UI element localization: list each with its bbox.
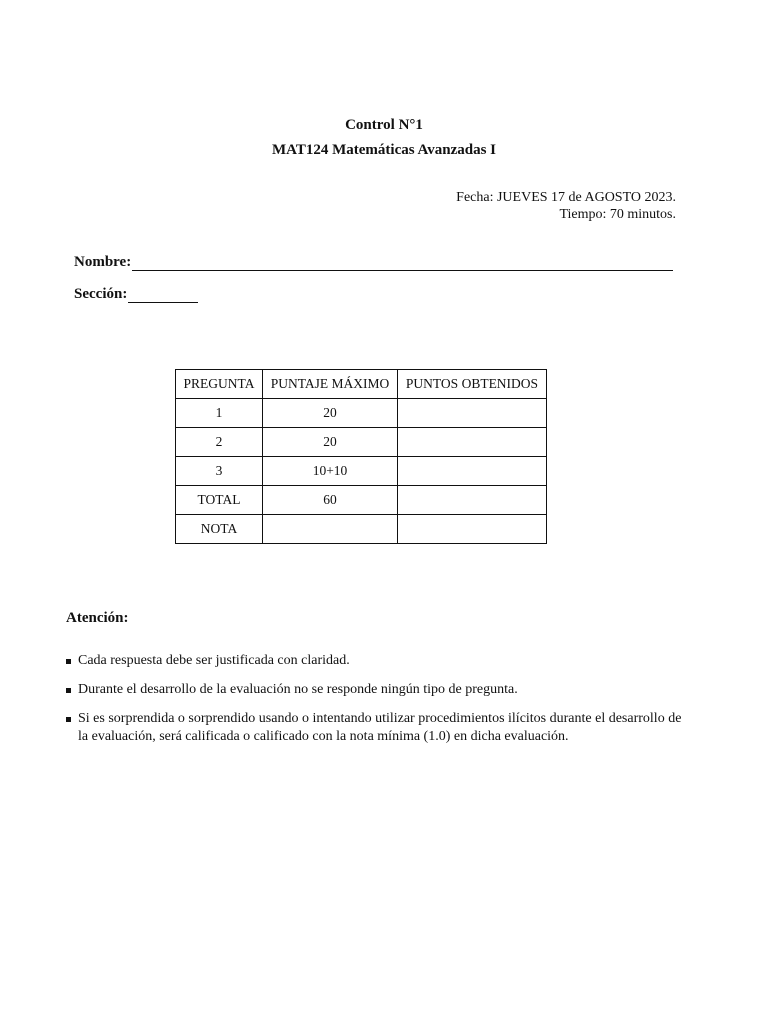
table-row — [176, 515, 547, 544]
list-item — [66, 652, 688, 670]
square-bullet-icon — [66, 659, 71, 664]
cell-points-obtained — [398, 515, 547, 544]
cell-question: 2 — [176, 428, 263, 457]
cell-question: 1 — [176, 399, 263, 428]
list-item — [66, 710, 688, 746]
list-item-text: Cada respuesta debe ser justificada con claridad. — [78, 653, 350, 668]
name-blank-line — [132, 256, 673, 271]
square-bullet-icon — [66, 688, 71, 693]
table-row — [176, 486, 547, 515]
header-puntos-obtenidos: PUNTOS OBTENIDOS — [398, 370, 547, 399]
exam-duration: Tiempo: 70 minutos. — [559, 207, 676, 222]
attention-list — [66, 652, 688, 757]
section-label: Sección: — [74, 286, 128, 302]
table-row — [176, 399, 547, 428]
cell-max-score: 10+10 — [263, 457, 398, 486]
exam-date: Fecha: JUEVES 17 de AGOSTO 2023. — [456, 190, 676, 205]
list-item — [66, 681, 688, 699]
cell-max-score: 60 — [263, 486, 398, 515]
cell-points-obtained — [398, 486, 547, 515]
cell-question: 3 — [176, 457, 263, 486]
header-pregunta: PREGUNTA — [176, 370, 263, 399]
section-field — [74, 285, 198, 303]
score-table — [175, 369, 547, 544]
cell-max-score: 20 — [263, 428, 398, 457]
cell-points-obtained — [398, 399, 547, 428]
cell-question: NOTA — [176, 515, 263, 544]
list-item-text: Si es sorprendida o sorprendido usando o intentando utilizar procedimientos ilícitos durante el desarrollo de la evaluación, será calificada o calificado con la nota mínima (1.0) en dicha evaluación. — [78, 711, 682, 744]
cell-question: TOTAL — [176, 486, 263, 515]
table-row — [176, 428, 547, 457]
name-field — [74, 253, 673, 271]
header-puntaje-maximo: PUNTAJE MÁXIMO — [263, 370, 398, 399]
document-title: Control N°1 — [345, 117, 423, 133]
list-item-text: Durante el desarrollo de la evaluación no se responde ningún tipo de pregunta. — [78, 682, 518, 697]
cell-max-score: 20 — [263, 399, 398, 428]
square-bullet-icon — [66, 717, 71, 722]
section-blank-line — [128, 288, 198, 303]
attention-heading: Atención: — [66, 610, 129, 626]
course-title: MAT124 Matemáticas Avanzadas I — [271, 142, 496, 158]
name-label: Nombre: — [74, 254, 132, 270]
cell-points-obtained — [398, 428, 547, 457]
table-row — [176, 457, 547, 486]
score-table-header-row — [176, 370, 547, 399]
cell-max-score — [263, 515, 398, 544]
cell-points-obtained — [398, 457, 547, 486]
